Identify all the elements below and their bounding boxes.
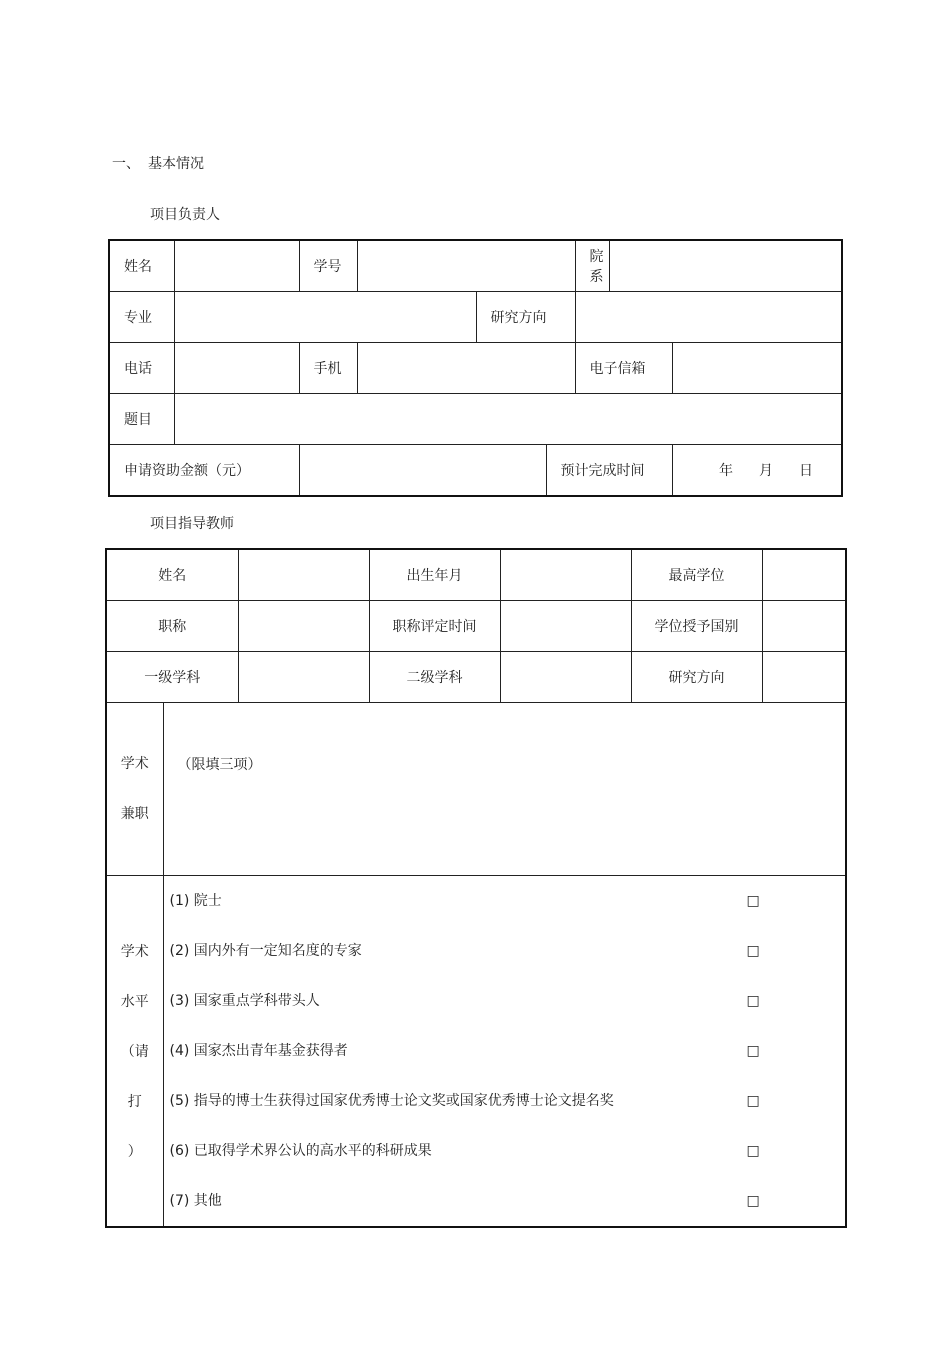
- checkbox[interactable]: □: [746, 1093, 760, 1109]
- degree-country-field[interactable]: [762, 601, 846, 652]
- title-field[interactable]: [238, 601, 369, 652]
- topic-field[interactable]: [174, 394, 842, 445]
- academic-posts-label-line: 兼职: [120, 806, 149, 822]
- academic-level-option: [170, 976, 846, 1026]
- academic-level-label-line: ）: [127, 1144, 142, 1160]
- option-text: (5) 指导的博士生获得过国家优秀博士论文奖或国家优秀博士论文提名奖: [169, 1093, 614, 1109]
- secondary-discipline-field[interactable]: [500, 652, 631, 703]
- advisor-heading: 项目指导教师: [150, 516, 234, 532]
- year-label: 年: [719, 463, 733, 479]
- option-text: (7) 其他: [169, 1193, 222, 1209]
- academic-level-option: [170, 1126, 846, 1176]
- advisor-table: [105, 548, 847, 1228]
- highest-degree-label: 最高学位: [631, 549, 762, 601]
- degree-country-label: 学位授予国别: [631, 601, 762, 652]
- major-label: 专业: [109, 292, 174, 343]
- advisor-research-direction-label: 研究方向: [631, 652, 762, 703]
- advisor-row-2: [106, 601, 846, 652]
- advisor-row-1: [106, 549, 846, 601]
- section-title-text: 基本情况: [148, 156, 204, 172]
- research-direction-label: 研究方向: [476, 292, 575, 343]
- student-id-field[interactable]: [357, 240, 575, 292]
- expected-completion-label: 预计完成时间: [546, 445, 672, 497]
- day-label: 日: [799, 463, 813, 479]
- applicant-table: [108, 239, 843, 497]
- academic-level-option: [170, 876, 846, 926]
- research-direction-field[interactable]: [575, 292, 842, 343]
- email-field[interactable]: [672, 343, 842, 394]
- option-text: (1) 院士: [169, 893, 222, 909]
- checkbox[interactable]: □: [746, 893, 760, 909]
- phone-label: 电话: [109, 343, 174, 394]
- academic-level-option: [170, 926, 846, 976]
- applicant-row-4: [109, 394, 842, 445]
- academic-level-label-line: 学术: [120, 944, 149, 960]
- applicant-name-label: 姓名: [109, 240, 174, 292]
- mobile-label: 手机: [299, 343, 357, 394]
- email-label: 电子信箱: [575, 343, 672, 394]
- section-title: [112, 153, 204, 173]
- topic-label: 题目: [109, 394, 174, 445]
- academic-level-label-line: 打: [127, 1094, 142, 1110]
- academic-level-options: [163, 876, 846, 1228]
- advisor-row-3: [106, 652, 846, 703]
- academic-level-option: [170, 1026, 846, 1076]
- highest-degree-field[interactable]: [762, 549, 846, 601]
- applicant-row-3: [109, 343, 842, 394]
- student-id-label: 学号: [299, 240, 357, 292]
- month-label: 月: [759, 463, 773, 479]
- mobile-field[interactable]: [357, 343, 575, 394]
- academic-posts-field[interactable]: [163, 703, 846, 876]
- secondary-discipline-label: 二级学科: [369, 652, 500, 703]
- funding-field[interactable]: [299, 445, 546, 497]
- checkbox[interactable]: □: [746, 1043, 760, 1059]
- birth-field[interactable]: [500, 549, 631, 601]
- academic-posts-label-line: 学术: [120, 756, 149, 772]
- academic-posts-label: [106, 703, 163, 876]
- primary-discipline-label: 一级学科: [106, 652, 238, 703]
- birth-label: 出生年月: [369, 549, 500, 601]
- advisor-research-direction-field[interactable]: [762, 652, 846, 703]
- funding-label: 申请资助金额（元）: [109, 445, 299, 497]
- applicant-heading: 项目负责人: [150, 207, 220, 223]
- academic-posts-row: [106, 703, 846, 876]
- completion-date-field[interactable]: [672, 445, 842, 497]
- advisor-name-field[interactable]: [238, 549, 369, 601]
- applicant-row-1: [109, 240, 842, 292]
- academic-level-row: [106, 876, 846, 1228]
- academic-level-option: [170, 1076, 846, 1126]
- advisor-name-label: 姓名: [106, 549, 238, 601]
- applicant-name-field[interactable]: [174, 240, 299, 292]
- option-text: (2) 国内外有一定知名度的专家: [169, 943, 362, 959]
- academic-level-label: [106, 876, 163, 1228]
- checkbox[interactable]: □: [746, 1193, 760, 1209]
- title-date-label: 职称评定时间: [369, 601, 500, 652]
- phone-field[interactable]: [174, 343, 299, 394]
- academic-level-list: [164, 876, 846, 1226]
- department-field[interactable]: [609, 240, 842, 292]
- checkbox[interactable]: □: [746, 1143, 760, 1159]
- primary-discipline-field[interactable]: [238, 652, 369, 703]
- major-field[interactable]: [174, 292, 476, 343]
- title-label: 职称: [106, 601, 238, 652]
- title-date-field[interactable]: [500, 601, 631, 652]
- academic-posts-note: （限填三项）: [177, 757, 262, 773]
- applicant-row-2: [109, 292, 842, 343]
- checkbox[interactable]: □: [746, 943, 760, 959]
- checkbox[interactable]: □: [746, 993, 760, 1009]
- applicant-row-5: [109, 445, 842, 497]
- section-number: 一、: [112, 156, 140, 172]
- department-label: 院系: [575, 240, 609, 292]
- academic-level-label-line: 水平: [120, 994, 149, 1010]
- option-text: (3) 国家重点学科带头人: [169, 993, 320, 1009]
- academic-level-label-line: （请: [120, 1044, 149, 1060]
- option-text: (6) 已取得学术界公认的高水平的科研成果: [169, 1143, 432, 1159]
- academic-level-option: [170, 1176, 846, 1226]
- option-text: (4) 国家杰出青年基金获得者: [169, 1043, 348, 1059]
